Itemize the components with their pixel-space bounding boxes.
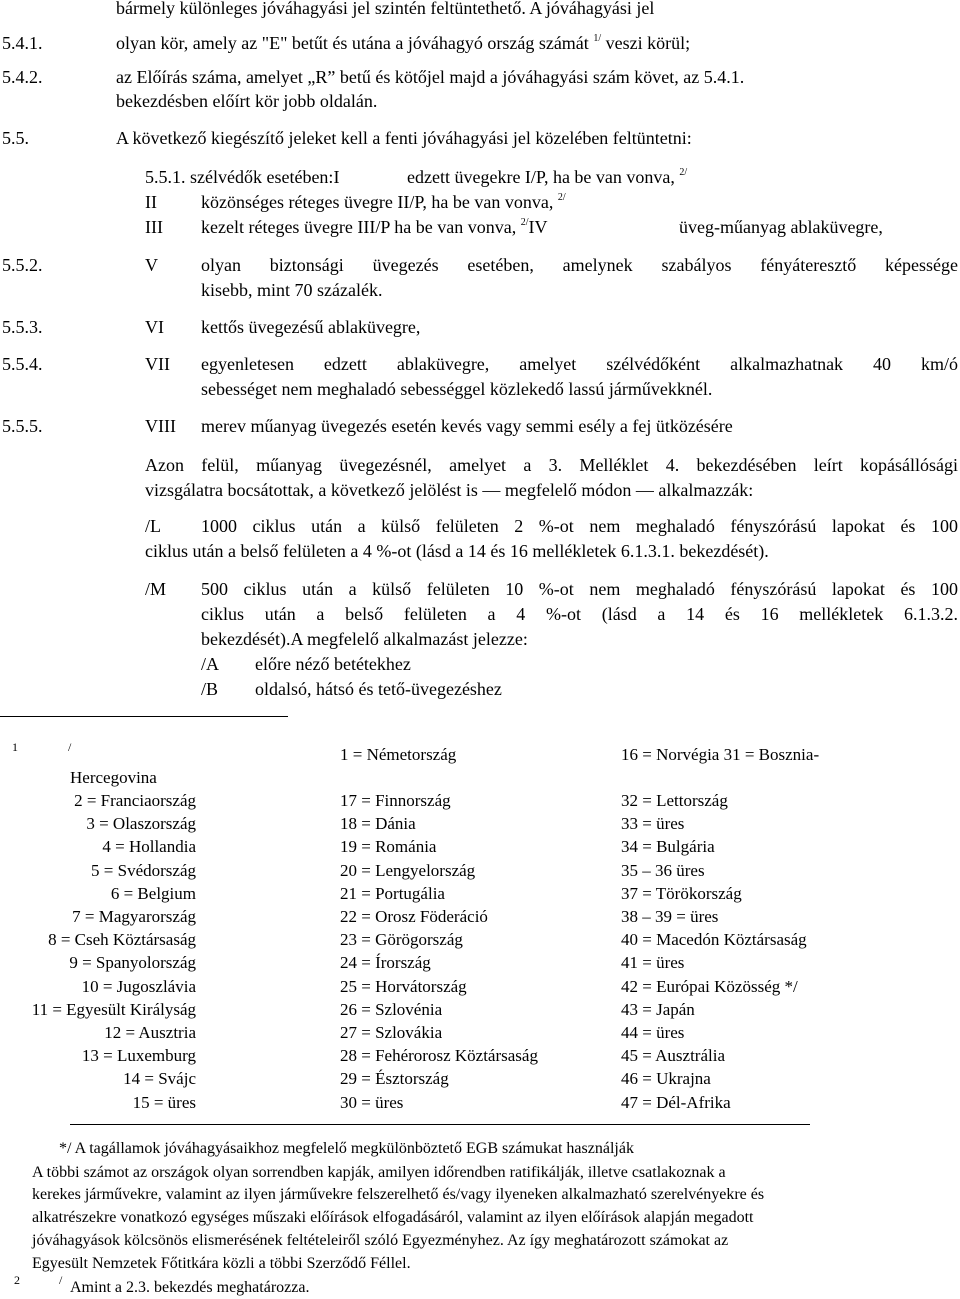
top-line: bármely különleges jóváhagyási jel szintén feltüntethető. A jóváhagyási jel [116, 0, 655, 18]
country-entry: 14 = Svájc [123, 1069, 196, 1089]
p551-line1b: edzett üvegekre I/P, ha be van vonva, $^{2/}$ [407, 167, 688, 187]
sub-a-text: előre néző betétekhez [255, 654, 411, 674]
country-entry: 47 = Dél-Afrika [621, 1092, 731, 1112]
table-rule [70, 1124, 810, 1125]
footnote-separator [0, 716, 288, 717]
country-entry: 7 = Magyarország [72, 907, 196, 926]
country-entry: 11 = Egyesült Királyság [31, 999, 196, 1019]
para-m-line3: bekezdését).A megfelelő alkalmazást jelezze: [201, 629, 528, 649]
country-entry: 45 = Ausztrália [621, 1046, 726, 1066]
country-entry: 25 = Horvátország [340, 976, 467, 996]
para-l-line2: ciklus után a belső felületen a 4 %-ot (lásd a 14 és 16 mellékletek 6.1.3.1. bekezdését). [145, 541, 769, 561]
country-entry: 38 – 39 = üres [621, 907, 719, 926]
country-entry: 8 = Cseh Köztársaság [48, 930, 196, 950]
country-entry: 30 = üres [340, 1092, 404, 1112]
fn1-first-col2: 1 = Németország [340, 745, 457, 764]
fn2-text: Amint a 2.3. bekezdés meghatározza. [70, 1279, 310, 1296]
fn1-number: 1 [12, 740, 18, 754]
country-entry: 24 = Írország [340, 953, 431, 973]
fn1-para-2: alkatrészekre vonatkozó egységes műszaki előírások elfogadásáról, valamint az ilyen előírások alapján megadott [32, 1209, 754, 1226]
p551-line1: 5.5.1. szélvédők esetében:I [145, 167, 340, 187]
p554-line2: sebességet nem meghaladó sebességgel közlekedő lassú járművekknél. [201, 379, 713, 399]
country-entry: 22 = Orosz Föderáció [340, 907, 488, 926]
p555-num: 5.5.5. [2, 416, 43, 436]
p541-text: olyan kör, amely az "E" betűt és utána a jóváhagyó ország számát $^{1/}$ veszi körül; [116, 33, 691, 53]
p554-num: 5.5.4. [2, 354, 43, 374]
para-a-line1: Azon felül, műanyag üvegezésnél, amelyet a 3. Melléklet 4. bekezdésében leírt kopásállósági [145, 455, 958, 475]
country-entry: 37 = Törökország [621, 883, 742, 903]
para-m-line1: 500 ciklus után a külső felületen 10 %-ot nem meghaladó fényszórású lapokat és 100 [201, 579, 958, 599]
p552-line2: kisebb, mint 70 százalék. [201, 280, 383, 300]
country-entry: 27 = Szlovákia [340, 1023, 443, 1042]
country-entry: 18 = Dánia [340, 814, 416, 834]
fn1-para-1: kerekes járművekre, valamint az ilyen járművekre felszerelhető és/vagy ilyeneken alkalmazható szerelvényekre és [32, 1186, 765, 1203]
p551-text-iv: üveg-műanyag ablaküvegre, [679, 217, 883, 237]
para-l-line1: 1000 ciklus után a külső felületen 2 %-ot nem meghaladó fényszórású lapokat és 100 [201, 516, 958, 536]
fn1-first-col3: 16 = Norvégia 31 = Bosznia- [621, 745, 820, 764]
country-entry: 5 = Svédország [91, 860, 196, 880]
p552-line1: olyan biztonsági üvegezés esetében, amelynek szabályos fényáteresztő képessége [201, 255, 958, 275]
country-entry: 19 = Románia [340, 837, 437, 857]
country-entry: 20 = Lengyelország [340, 860, 476, 880]
country-entry: 17 = Finnország [340, 791, 451, 810]
country-entry: 35 – 36 üres [621, 860, 705, 880]
p55-text: A következő kiegészítő jeleket kell a fenti jóváhagyási jel közelében feltüntetni: [116, 128, 692, 148]
country-entry: 33 = üres [621, 814, 685, 834]
country-entry: 10 = Jugoszlávia [81, 976, 196, 996]
fn2-slash: / [59, 1273, 63, 1287]
country-entry: 46 = Ukrajna [621, 1069, 711, 1089]
p551-code-iii: III [145, 217, 163, 237]
fn1-slash: / [68, 740, 72, 754]
p542-line2: bekezdésben előírt kör jobb oldalán. [116, 91, 378, 111]
p554-line1: egyenletesen edzett ablaküvegre, amelyet szélvédőként alkalmazhatnak 40 km/ó [201, 354, 958, 374]
p55-num: 5.5. [2, 128, 29, 148]
country-entry: 2 = Franciaország [74, 791, 196, 810]
p551-text-iii: kezelt réteges üvegre III/P ha be van vonva, $^{2/}$IV [201, 217, 548, 237]
country-entry: 12 = Ausztria [104, 1023, 196, 1042]
p552-num: 5.5.2. [2, 255, 43, 275]
p542-num: 5.4.2. [2, 67, 43, 87]
country-entry: 21 = Portugália [340, 883, 445, 903]
country-entry: 32 = Lettország [621, 791, 728, 810]
fn1-para-0: A többi számot az országok olyan sorrendben kapják, amilyen időrendben ratifikálják, illetve csatlakoznak a [32, 1164, 726, 1181]
fn1-note: */ A tagállamok jóváhagyásaikhoz megfelelő megkülönböztető EGB számukat használják [59, 1140, 634, 1157]
p551-text-ii: közönséges réteges üvegre II/P, ha be van vonva, $^{2/}$ [201, 192, 566, 212]
country-entry: 15 = üres [132, 1092, 196, 1112]
country-entry: 9 = Spanyolország [69, 953, 196, 973]
para-l-code: /L [145, 516, 161, 536]
country-entry: 41 = üres [621, 953, 685, 973]
country-entry: 34 = Bulgária [621, 837, 715, 857]
fn2-number: 2 [14, 1273, 20, 1287]
fn1-para-3: jóváhagyások kölcsönös elismerésének feltételeiről szóló Egyezményhez. Az így meghatározott számokat az [32, 1232, 729, 1249]
country-entry: 28 = Fehérorosz Köztársaság [340, 1046, 538, 1066]
country-entry: 43 = Japán [621, 999, 695, 1019]
country-entry: 29 = Észtország [340, 1069, 449, 1089]
country-entry: 44 = üres [621, 1023, 685, 1042]
p542-line1: az Előírás száma, amelyet „R” betű és kötőjel majd a jóváhagyási szám követ, az 5.4.1. [116, 67, 745, 87]
para-m-code: /M [145, 579, 167, 599]
sub-b-code: /B [201, 679, 219, 699]
fn1-para-4: Egyesült Nemzetek Főtitkára közli a többi Szerződő Féllel. [32, 1255, 411, 1272]
country-entry: 6 = Belgium [110, 883, 196, 903]
p553-code: VI [145, 317, 164, 337]
country-entry: 3 = Olaszország [86, 814, 196, 834]
sub-b-text: oldalsó, hátsó és tető-üvegezéshez [255, 679, 502, 699]
country-entry: 40 = Macedón Köztársaság [621, 930, 807, 950]
fn1-wrap: Hercegovina [70, 768, 157, 787]
sub-a-code: /A [201, 654, 219, 674]
p552-code: V [145, 255, 158, 275]
country-entry: 26 = Szlovénia [340, 999, 443, 1019]
p554-code: VII [145, 354, 170, 374]
para-a-line2: vizsgálatra bocsátottak, a következő jelölést is — megfelelő módon — alkalmazzák: [145, 480, 754, 500]
country-entry: 4 = Hollandia [102, 837, 196, 857]
p553-text: kettős üvegezésű ablaküvegre, [201, 317, 421, 337]
p551-code-ii: II [145, 192, 157, 212]
country-entry: 23 = Görögország [340, 930, 463, 950]
country-entry: 42 = Európai Közösség */ [621, 976, 798, 996]
p541-num: 5.4.1. [2, 33, 43, 53]
p555-text: merev műanyag üvegezés esetén kevés vagy semmi esély a fej ütközésére [201, 416, 733, 436]
country-entry: 13 = Luxemburg [81, 1046, 196, 1066]
p555-code: VIII [145, 416, 176, 436]
para-m-line2: ciklus után a belső felületen a 4 %-ot (lásd a 14 és 16 mellékletek 6.1.3.2. [201, 604, 958, 624]
p553-num: 5.5.3. [2, 317, 43, 337]
